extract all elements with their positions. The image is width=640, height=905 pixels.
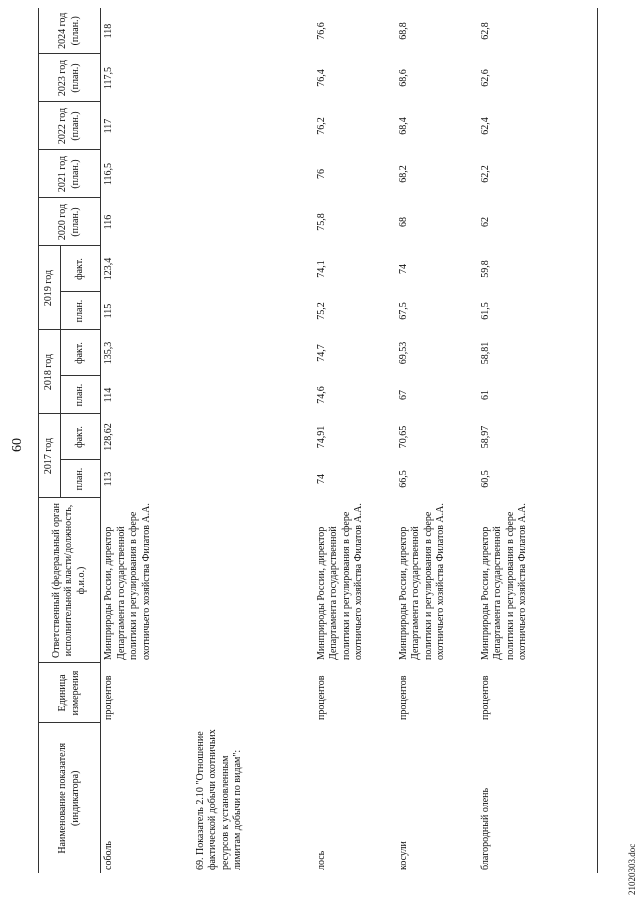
header-2020: 2020 год (план.) xyxy=(39,198,101,246)
value-2019-fact: 59,8 xyxy=(478,246,598,292)
header-unit: Единица измерения xyxy=(39,663,101,723)
value-2018-fact: 69,53 xyxy=(397,341,409,365)
header-2019-fact: факт. xyxy=(61,246,101,292)
value-2018-plan: 114 xyxy=(103,387,114,403)
unit-cell: процентов xyxy=(478,663,598,723)
value-2023: 68,6 xyxy=(397,69,409,87)
value-2020: 75,8 xyxy=(315,213,327,231)
value-2024: 62,8 xyxy=(478,8,598,54)
file-name: 21020303.doc xyxy=(627,843,637,895)
indicator-name: лось xyxy=(315,850,327,870)
value-2024: 68,8 xyxy=(397,22,409,40)
value-2017-fact: 74,91 xyxy=(315,425,327,449)
value-2019-plan: 61,5 xyxy=(478,292,598,330)
value-2020: 116 xyxy=(103,214,114,230)
value-2023: 62,6 xyxy=(478,54,598,102)
value-2022: 68,4 xyxy=(397,117,409,135)
value-2024: 76,6 xyxy=(315,22,327,40)
header-2024: 2024 год (план.) xyxy=(39,8,101,54)
section-title xyxy=(191,8,314,873)
value-2022: 62,4 xyxy=(478,102,598,150)
header-2017-plan: план. xyxy=(61,460,101,498)
header-2022: 2022 год (план.) xyxy=(39,102,101,150)
indicator-name: соболь xyxy=(103,841,114,870)
value-2018-plan: 74,6 xyxy=(315,386,327,404)
responsible-cell: Минприроды России, директор Департамента государственной политики и регулирования в сфере охотничьего хозяйства Филатов А.А. xyxy=(103,503,152,660)
header-2019: 2019 год xyxy=(39,246,61,330)
value-2019-fact: 123,4 xyxy=(103,257,114,281)
header-responsible: Ответственный (федеральный орган исполнительной власти/должность, ф.и.о.) xyxy=(39,498,101,663)
table-row xyxy=(101,8,191,873)
value-2018-fact: 58,81 xyxy=(478,330,598,376)
value-2017-fact: 128,62 xyxy=(103,423,114,451)
value-2017-plan: 60,5 xyxy=(478,460,598,498)
value-2018-fact: 135,3 xyxy=(103,341,114,365)
table-row xyxy=(314,8,396,873)
value-2023: 117,5 xyxy=(103,66,114,90)
header-2021: 2021 год (план.) xyxy=(39,150,101,198)
value-2019-plan: 115 xyxy=(103,303,114,319)
header-2017-fact: факт. xyxy=(61,414,101,460)
header-2019-plan: план. xyxy=(61,292,101,330)
responsible-cell: Минприроды России, директор Департамента государственной политики и регулирования в сфере охотничьего хозяйства Филатов А.А. xyxy=(397,503,447,660)
value-2017-plan: 113 xyxy=(103,471,114,487)
value-2021: 68,2 xyxy=(397,165,409,183)
header-2023: 2023 год (план.) xyxy=(39,54,101,102)
value-2020: 62 xyxy=(478,198,598,246)
value-2022: 117 xyxy=(103,118,114,134)
header-2018-plan: план. xyxy=(61,376,101,414)
value-2019-plan: 67,5 xyxy=(397,302,409,320)
indicator-name: благородный олень xyxy=(478,723,598,873)
unit-cell: процентов xyxy=(103,675,114,720)
header-2017: 2017 год xyxy=(39,414,61,498)
value-2018-fact: 74,7 xyxy=(315,344,327,362)
header-2018-fact: факт. xyxy=(61,330,101,376)
value-2022: 76,2 xyxy=(315,117,327,135)
header-2018: 2018 год xyxy=(39,330,61,414)
table-row xyxy=(396,8,478,873)
value-2023: 76,4 xyxy=(315,69,327,87)
unit-cell: процентов xyxy=(397,675,409,720)
unit-cell: процентов xyxy=(315,675,327,720)
table-row xyxy=(478,8,598,873)
indicators-table xyxy=(38,8,598,873)
value-2019-plan: 75,2 xyxy=(315,302,327,320)
value-2024: 118 xyxy=(103,23,114,39)
responsible-cell: Минприроды России, директор Департамента государственной политики и регулирования в сфере охотничьего хозяйства Филатов А.А. xyxy=(478,498,598,663)
header-indicator-name: Наименование показателя (индикатора) xyxy=(39,723,101,873)
value-2017-fact: 58,97 xyxy=(478,414,598,460)
page-number: 60 xyxy=(10,438,25,452)
value-2018-plan: 67 xyxy=(397,390,409,400)
section-text: 69. Показатель 2.10 "Отношение фактической добычи охотничьих ресурсов к установленным лимитам добычи по видам": xyxy=(194,729,243,870)
value-2020: 68 xyxy=(397,217,409,227)
responsible-cell: Минприроды России, директор Департамента государственной политики и регулирования в сфере охотничьего хозяйства Филатов А.А. xyxy=(315,503,365,660)
value-2021: 62,2 xyxy=(478,150,598,198)
indicator-name: косули xyxy=(397,841,409,870)
section-row xyxy=(191,8,314,873)
value-2019-fact: 74,1 xyxy=(315,260,327,278)
value-2018-plan: 61 xyxy=(478,376,598,414)
value-2019-fact: 74 xyxy=(397,264,409,274)
value-2017-plan: 66,5 xyxy=(397,470,409,488)
value-2017-fact: 70,65 xyxy=(397,425,409,449)
value-2017-plan: 74 xyxy=(315,474,327,484)
value-2021: 76 xyxy=(315,169,327,179)
value-2021: 116,5 xyxy=(103,162,114,186)
